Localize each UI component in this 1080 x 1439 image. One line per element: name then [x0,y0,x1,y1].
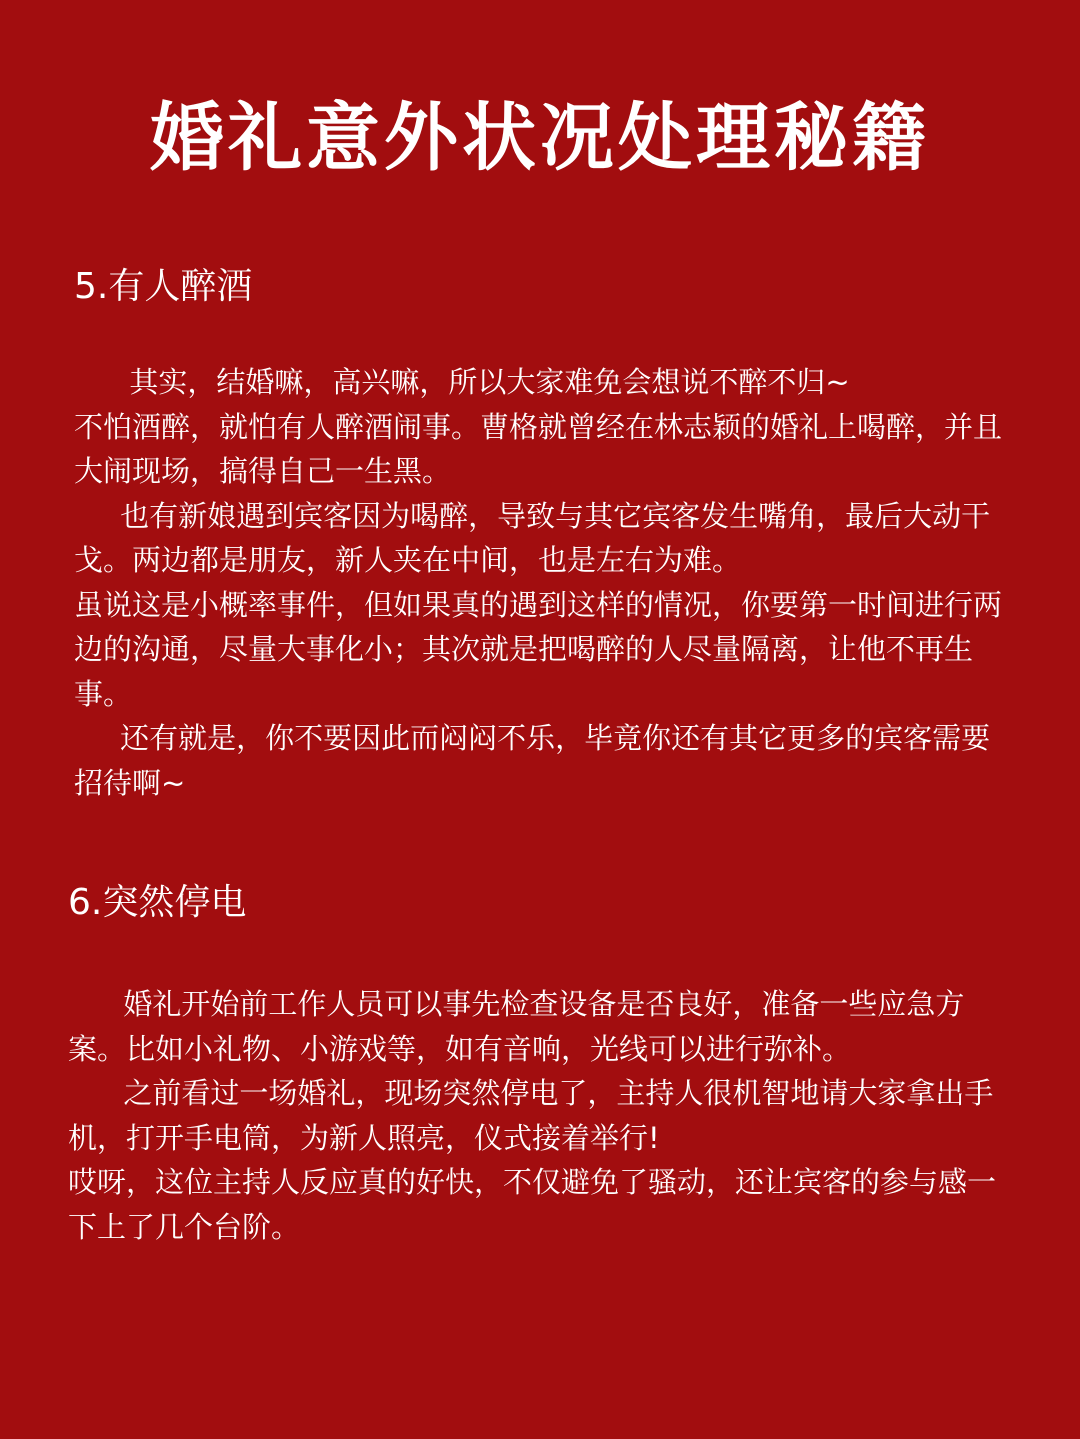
paragraph: 还有就是，你不要因此而闷闷不乐，毕竟你还有其它更多的宾客需要招待啊~ [74,721,991,800]
section-body [68,982,1008,1249]
paragraph: 虽说这是小概率事件，但如果真的遇到这样的情况，你要第一时间进行两边的沟通，尽量大事化小；其次就是把喝醉的人尽量隔离，让他不再生事。 [74,587,1003,711]
section-body [74,360,1014,805]
paragraph: 不怕酒醉，就怕有人醉酒闹事。曹格就曾经在林志颖的婚礼上喝醉，并且大闹现场，搞得自己一生黑。 [74,409,1003,488]
paragraph: 其实，结婚嘛，高兴嘛，所以大家难免会想说不醉不归~ [74,365,850,399]
section-power-outage [68,878,1008,1249]
page-title: 婚礼意外状况处理秘籍 [150,95,930,181]
section-drunk-guest [74,262,1014,805]
paragraph: 哎呀，这位主持人反应真的好快，不仅避免了骚动，还让宾客的参与感一下上了几个台阶。 [68,1165,997,1244]
paragraph: 也有新娘遇到宾客因为喝醉，导致与其它宾客发生嘴角，最后大动干戈。两边都是朋友，新人夹在中间，也是左右为难。 [74,498,991,577]
section-heading: 6.突然停电 [68,882,247,923]
section-heading: 5.有人醉酒 [74,266,253,307]
paragraph: 婚礼开始前工作人员可以事先检查设备是否良好，准备一些应急方案。比如小礼物、小游戏等，如有音响，光线可以进行弥补。 [68,987,965,1066]
paragraph: 之前看过一场婚礼，现场突然停电了，主持人很机智地请大家拿出手机，打开手电筒，为新人照亮，仪式接着举行! [68,1076,994,1155]
